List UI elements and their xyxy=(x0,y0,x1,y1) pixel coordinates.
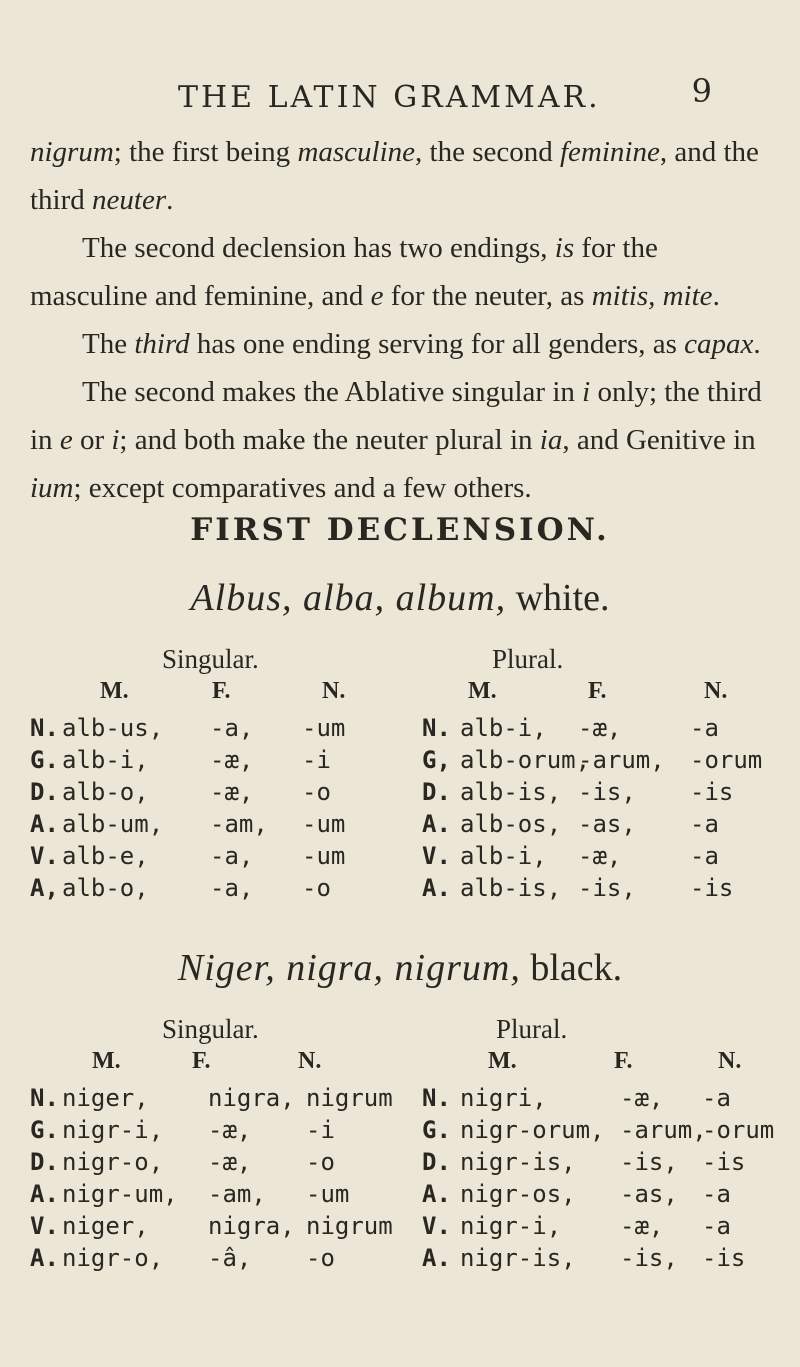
paragraph-3 xyxy=(30,320,780,368)
singular-neuter-form: nigrum xyxy=(306,1212,393,1240)
singular-neuter-form: -um xyxy=(302,842,346,870)
plural-case-label: D. xyxy=(422,778,451,806)
plural-feminine-form: -æ, xyxy=(620,1084,664,1112)
declension-row xyxy=(0,1084,800,1116)
section-heading: FIRST DECLENSION. xyxy=(190,512,610,548)
plural-label: Plural. xyxy=(492,644,564,674)
singular-masculine-form: alb-us, xyxy=(62,714,164,742)
singular-case-label: N. xyxy=(30,714,59,742)
plural-label: Plural. xyxy=(496,1014,568,1044)
singular-masculine-form: nigr-o, xyxy=(62,1148,164,1176)
singular-feminine-form: -a, xyxy=(210,714,254,742)
paragraph-4 xyxy=(30,368,780,512)
singular-feminine-form: nigra, xyxy=(208,1084,295,1112)
plural-feminine-form: -is, xyxy=(620,1148,678,1176)
singular-case-label: G. xyxy=(30,1116,59,1144)
adjective-forms: Niger, nigra, nigrum, xyxy=(177,947,521,989)
text-run: only; the third in xyxy=(30,376,762,456)
declension-row xyxy=(0,1180,800,1212)
plural-masculine-form: nigr-orum, xyxy=(460,1116,605,1144)
plural-case-label: G. xyxy=(422,1116,451,1144)
singular-masculine-form: nigr-i, xyxy=(62,1116,164,1144)
singular-masculine-form: alb-um, xyxy=(62,810,164,838)
page-number: 9 xyxy=(691,72,712,110)
declension-table-albus xyxy=(0,644,800,904)
plural-masculine-form: alb-orum, xyxy=(460,746,591,774)
singular-neuter-form: nigrum xyxy=(306,1084,393,1112)
adjective-meaning: white. xyxy=(515,577,610,619)
singular-feminine-form: -am, xyxy=(210,810,268,838)
singular-neuter-form: -o xyxy=(306,1148,335,1176)
plural-masculine-form: nigri, xyxy=(460,1084,547,1112)
text-run: . xyxy=(712,280,720,312)
plural-neuter-form: -is xyxy=(690,874,734,902)
plural-case-label: N. xyxy=(422,1084,451,1112)
text-run: for the neuter, as xyxy=(383,280,592,312)
plural-neuter-form: -a xyxy=(690,842,719,870)
singular-case-label: A. xyxy=(30,1180,59,1208)
text-run: , the second xyxy=(415,136,560,168)
plural-feminine-form: -æ, xyxy=(620,1212,664,1240)
text-run: has one ending serving for all genders, as xyxy=(189,328,685,360)
plural-case-label: V. xyxy=(422,1212,451,1240)
plural-neuter-form: -is xyxy=(702,1244,746,1272)
gender-header-f: F. xyxy=(588,678,607,704)
plural-neuter-form: -a xyxy=(702,1212,731,1240)
singular-case-label: D. xyxy=(30,778,59,806)
gender-header-f: F. xyxy=(192,1048,211,1074)
italic-term: capax xyxy=(684,328,754,360)
gender-header-n: N. xyxy=(322,678,346,704)
body-text xyxy=(30,128,780,512)
singular-feminine-form: -æ, xyxy=(210,746,254,774)
italic-term: neuter xyxy=(92,184,167,216)
adjective-title-albus xyxy=(0,576,800,620)
singular-feminine-form: -æ, xyxy=(208,1148,252,1176)
plural-feminine-form: -arum, xyxy=(578,746,665,774)
plural-neuter-form: -a xyxy=(690,810,719,838)
plural-case-label: G, xyxy=(422,746,451,774)
text-run: ; the first being xyxy=(113,136,298,168)
italic-term: feminine xyxy=(560,136,660,168)
singular-label: Singular. xyxy=(162,1014,259,1044)
text-run: ; and both make the neuter plural in xyxy=(119,424,540,456)
plural-masculine-form: alb-i, xyxy=(460,842,547,870)
adjective-meaning: black. xyxy=(530,947,623,989)
singular-neuter-form: -i xyxy=(302,746,331,774)
plural-feminine-form: -is, xyxy=(620,1244,678,1272)
declension-row xyxy=(0,746,800,778)
gender-header-m: M. xyxy=(488,1048,517,1074)
italic-term: is xyxy=(554,232,575,264)
plural-masculine-form: alb-i, xyxy=(460,714,547,742)
paragraph-2 xyxy=(30,224,780,320)
italic-term: nigrum xyxy=(30,136,114,168)
plural-masculine-form: nigr-os, xyxy=(460,1180,576,1208)
singular-neuter-form: -um xyxy=(306,1180,350,1208)
declension-row xyxy=(0,714,800,746)
plural-feminine-form: -as, xyxy=(578,810,636,838)
singular-case-label: A, xyxy=(30,874,59,902)
text-run: The xyxy=(82,328,135,360)
plural-neuter-form: -a xyxy=(690,714,719,742)
singular-masculine-form: niger, xyxy=(62,1212,149,1240)
singular-case-label: G. xyxy=(30,746,59,774)
plural-feminine-form: -is, xyxy=(578,874,636,902)
declension-table-niger xyxy=(0,1014,800,1314)
adjective-title-niger xyxy=(0,946,800,990)
singular-feminine-form: -a, xyxy=(210,842,254,870)
text-run: ; except comparatives and a few others. xyxy=(73,472,532,504)
plural-neuter-form: -a xyxy=(702,1084,731,1112)
gender-header-n: N. xyxy=(704,678,728,704)
declension-row xyxy=(0,842,800,874)
plural-case-label: A. xyxy=(422,1244,451,1272)
plural-feminine-form: -arum, xyxy=(620,1116,707,1144)
declension-row xyxy=(0,1244,800,1276)
declension-row xyxy=(0,778,800,810)
singular-label: Singular. xyxy=(162,644,259,674)
declension-row xyxy=(0,874,800,906)
plural-neuter-form: -is xyxy=(690,778,734,806)
singular-masculine-form: alb-i, xyxy=(62,746,149,774)
italic-term: masculine xyxy=(297,136,416,168)
italic-term: ia xyxy=(539,424,563,456)
singular-masculine-form: niger, xyxy=(62,1084,149,1112)
text-run: , and the third xyxy=(30,136,759,216)
singular-case-label: V. xyxy=(30,1212,59,1240)
singular-feminine-form: -æ, xyxy=(208,1116,252,1144)
plural-masculine-form: nigr-is, xyxy=(460,1244,576,1272)
singular-neuter-form: -o xyxy=(306,1244,335,1272)
singular-masculine-form: alb-o, xyxy=(62,778,149,806)
gender-header-m: M. xyxy=(92,1048,121,1074)
plural-feminine-form: -æ, xyxy=(578,842,622,870)
singular-feminine-form: nigra, xyxy=(208,1212,295,1240)
gender-header-f: F. xyxy=(212,678,231,704)
page-header xyxy=(0,72,800,122)
singular-neuter-form: -o xyxy=(302,874,331,902)
singular-neuter-form: -um xyxy=(302,714,346,742)
text-run: for the masculine and feminine, and xyxy=(30,232,658,312)
plural-case-label: N. xyxy=(422,714,451,742)
plural-case-label: V. xyxy=(422,842,451,870)
gender-header-n: N. xyxy=(298,1048,322,1074)
singular-feminine-form: -am, xyxy=(208,1180,266,1208)
singular-feminine-form: -a, xyxy=(210,874,254,902)
plural-masculine-form: alb-is, xyxy=(460,874,562,902)
gender-header-m: M. xyxy=(468,678,497,704)
declension-row xyxy=(0,1212,800,1244)
declension-row xyxy=(0,1148,800,1180)
singular-neuter-form: -i xyxy=(306,1116,335,1144)
plural-case-label: D. xyxy=(422,1148,451,1176)
italic-term: e xyxy=(370,280,384,312)
plural-masculine-form: alb-is, xyxy=(460,778,562,806)
singular-masculine-form: alb-o, xyxy=(62,874,149,902)
plural-feminine-form: -as, xyxy=(620,1180,678,1208)
singular-masculine-form: nigr-um, xyxy=(62,1180,178,1208)
singular-case-label: V. xyxy=(30,842,59,870)
italic-term: i xyxy=(582,376,591,408)
italic-term: i xyxy=(111,424,120,456)
running-title: THE LATIN GRAMMAR. xyxy=(178,80,601,115)
text-run: or xyxy=(72,424,112,456)
italic-term: ium xyxy=(30,472,74,504)
text-run: , and Genitive in xyxy=(562,424,756,456)
plural-feminine-form: -is, xyxy=(578,778,636,806)
plural-masculine-form: nigr-is, xyxy=(460,1148,576,1176)
singular-case-label: A. xyxy=(30,810,59,838)
declension-row xyxy=(0,810,800,842)
singular-case-label: N. xyxy=(30,1084,59,1112)
plural-case-label: A. xyxy=(422,810,451,838)
singular-case-label: D. xyxy=(30,1148,59,1176)
text-run: . xyxy=(166,184,174,216)
italic-term: e xyxy=(59,424,73,456)
singular-masculine-form: alb-e, xyxy=(62,842,149,870)
singular-neuter-form: -o xyxy=(302,778,331,806)
gender-header-m: M. xyxy=(100,678,129,704)
plural-feminine-form: -æ, xyxy=(578,714,622,742)
text-run: . xyxy=(753,328,761,360)
plural-neuter-form: -is xyxy=(702,1148,746,1176)
plural-masculine-form: alb-os, xyxy=(460,810,562,838)
plural-neuter-form: -orum xyxy=(702,1116,775,1144)
singular-neuter-form: -um xyxy=(302,810,346,838)
singular-case-label: A. xyxy=(30,1244,59,1272)
declension-row xyxy=(0,1116,800,1148)
singular-feminine-form: -æ, xyxy=(210,778,254,806)
paragraph-1 xyxy=(30,128,780,224)
plural-case-label: A. xyxy=(422,874,451,902)
text-run: The second declension has two endings, xyxy=(82,232,555,264)
gender-header-f: F. xyxy=(614,1048,633,1074)
singular-masculine-form: nigr-o, xyxy=(62,1244,164,1272)
plural-masculine-form: nigr-i, xyxy=(460,1212,562,1240)
plural-neuter-form: -orum xyxy=(690,746,763,774)
plural-case-label: A. xyxy=(422,1180,451,1208)
gender-header-n: N. xyxy=(718,1048,742,1074)
text-run: The second makes the Ablative singular in xyxy=(82,376,583,408)
italic-term: third xyxy=(134,328,190,360)
adjective-forms: Albus, alba, album, xyxy=(190,577,507,619)
singular-feminine-form: -â, xyxy=(208,1244,252,1272)
italic-term: mitis, mite xyxy=(591,280,713,312)
plural-neuter-form: -a xyxy=(702,1180,731,1208)
